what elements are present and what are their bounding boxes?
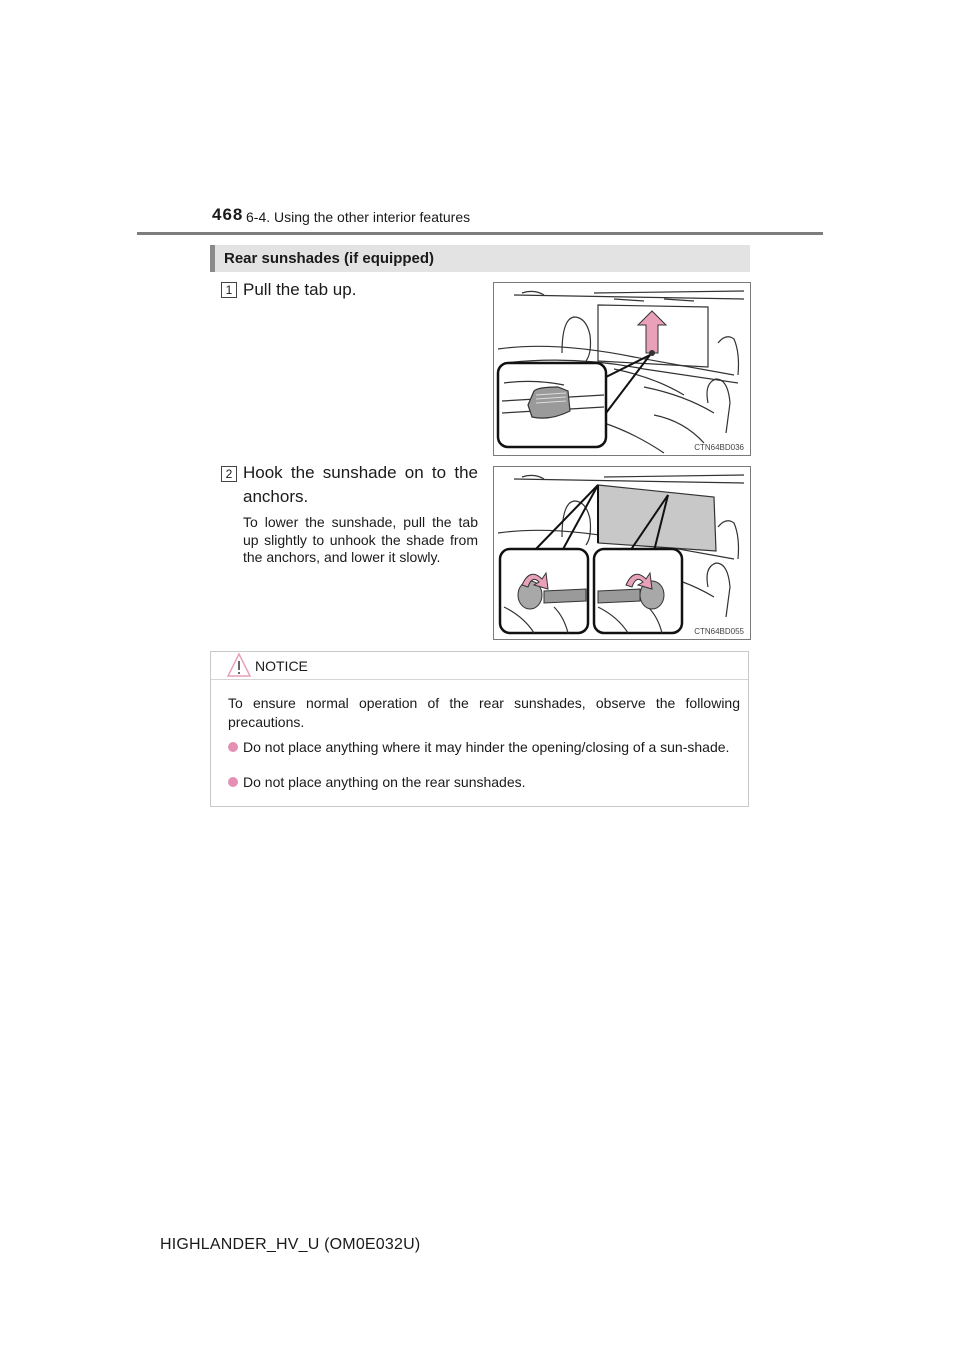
notice-box xyxy=(210,651,749,807)
bullet-icon xyxy=(228,777,238,787)
notice-bullet xyxy=(228,738,740,757)
notice-bullet-text: Do not place anything on the rear sunshades. xyxy=(243,774,526,790)
notice-label: NOTICE xyxy=(255,658,308,674)
step-2-number: 2 xyxy=(221,466,237,482)
section-heading: Rear sunshades (if equipped) xyxy=(224,250,435,267)
header-rule xyxy=(137,232,823,235)
heading-accent xyxy=(210,245,215,272)
figure-code-2: CTN64BD055 xyxy=(694,627,744,636)
step-2-text: Hook the sunshade on to the anchors. xyxy=(243,463,478,506)
step-1-text: Pull the tab up. xyxy=(243,280,357,299)
step-1-number: 1 xyxy=(221,282,237,298)
notice-bullet-text: Do not place anything where it may hinder the opening/closing of a sun-shade. xyxy=(243,739,730,755)
notice-bullet xyxy=(228,773,740,792)
page-number: 468 xyxy=(212,205,244,224)
notice-divider xyxy=(211,679,748,680)
warning-triangle-icon xyxy=(227,652,251,678)
illustration-hook-anchors-drawing xyxy=(494,467,750,639)
step-2-subtext: To lower the sunshade, pull the tab up slightly to unhook the shade from the anchors, and lower it slowly. xyxy=(243,514,478,565)
section-title: 6-4. Using the other interior features xyxy=(246,209,471,225)
illustration-pull-tab xyxy=(493,282,751,456)
footer-model: HIGHLANDER_HV_U (OM0E032U) xyxy=(160,1236,421,1253)
figure-code-1: CTN64BD036 xyxy=(694,443,744,452)
bullet-icon xyxy=(228,742,238,752)
notice-intro: To ensure normal operation of the rear sunshades, observe the following precautions. xyxy=(228,695,740,730)
illustration-hook-anchors xyxy=(493,466,751,640)
illustration-pull-tab-drawing xyxy=(494,283,750,455)
